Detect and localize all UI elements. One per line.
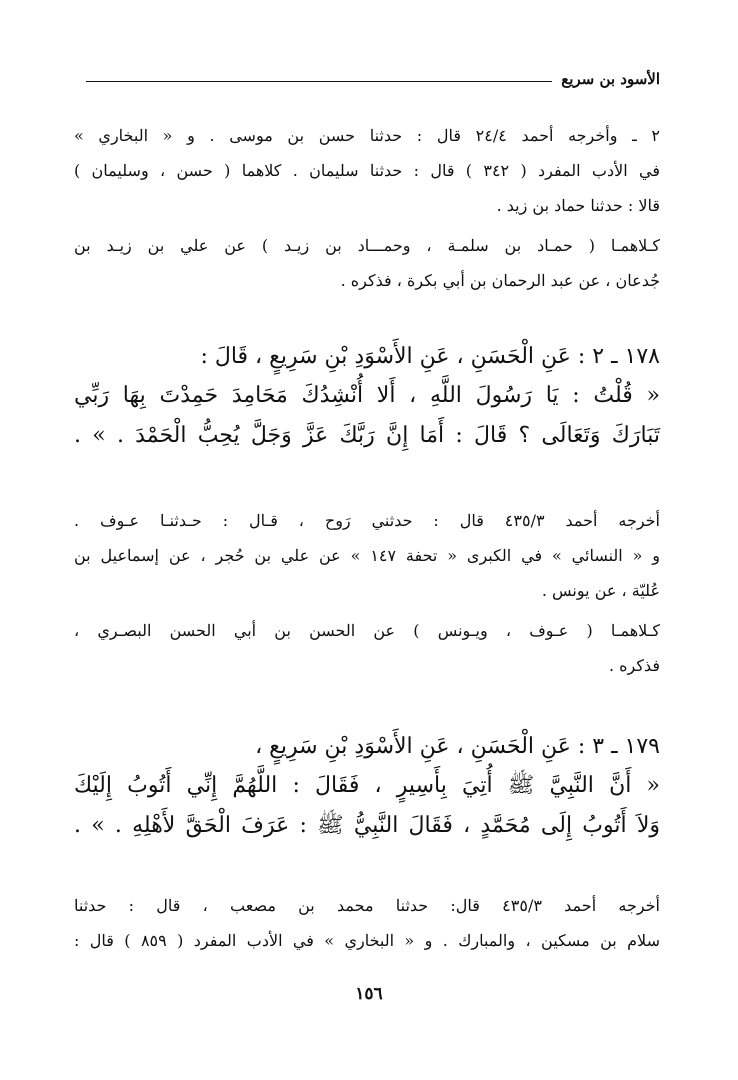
text-line: كـلاهمـا ( حمـاد بن سلمـة ، وحمـــاد بن زيـد ) عن علي بن زيـد بن xyxy=(74,236,660,255)
takhrij-paragraph-3 xyxy=(74,503,660,608)
hadith-line: « أَنَّ النَّبِيَّ ﷺ أُتِيَ بِأَسِيرٍ ، فَقَالَ : اللَّهُمَّ إِنِّي أَتُوبُ إِلَيْكَ xyxy=(74,773,660,798)
hadith-line: « قُلْتُ : يَا رَسُولَ اللَّهِ ، أَلا أُنْشِدُكَ مَحَامِدَ حَمِدْتَ بِهَا رَبِّي xyxy=(74,383,660,408)
text-line: في الأدب المفرد ( ٣٤٢ ) قال : حدثنا سليمان . كلاهما ( حسن ، وسليمان ) xyxy=(74,161,660,180)
text-line: أخرجه أحمد ٤٣٥/٣ قال : حدثني رَوح ، قـال : حـدثنـا عـوف . xyxy=(74,511,660,530)
takhrij-paragraph-4 xyxy=(74,613,660,683)
takhrij-paragraph-1 xyxy=(74,118,660,223)
hadith-line: ١٧٨ ـ ٢ : عَنِ الْحَسَنِ ، عَنِ الأَسْوَدِ بْنِ سَرِيعٍ ، قَالَ : xyxy=(200,344,660,369)
text-line: سلام بن مسكين ، والمبارك . و « البخاري » في الأدب المفرد ( ٨٥٩ ) قال : xyxy=(74,931,660,950)
hadith-line: تَبَارَكَ وَتَعَالَى ؟ قَالَ : أَمَا إِنَّ رَبَّكَ عَزَّ وَجَلَّ يُحِبُّ الْحَمْدَ . » . xyxy=(74,423,660,448)
text-line: جُدعان ، عن عبد الرحمان بن أبي بكرة ، فذكره . xyxy=(340,271,660,290)
text-line: قالا : حدثنا حماد بن زيد . xyxy=(496,196,660,215)
hadith-line: ١٧٩ ـ ٣ : عَنِ الْحَسَنِ ، عَنِ الأَسْوَدِ بْنِ سَرِيعٍ ، xyxy=(255,734,660,759)
text-line: كـلاهمـا ( عـوف ، ويـونس ) عن الحسن بن أبي الحسن البصـري ، xyxy=(74,621,660,640)
page-number: ١٥٦ xyxy=(355,984,383,1004)
takhrij-paragraph-5 xyxy=(74,888,660,958)
text-line: و « النسائي » في الكبرى « تحفة ١٤٧ » عن علي بن حُجر ، عن إسماعيل بن xyxy=(74,546,661,565)
text-line: فذكره . xyxy=(608,656,660,675)
text-line: ٢ ـ وأخرجه أحمد ٢٤/٤ قال : حدثنا حسن بن موسى . و « البخاري » xyxy=(74,126,660,145)
text-line: أخرجه أحمد ٤٣٥/٣ قال: حدثنا محمد بن مصعب ، قال : حدثنا xyxy=(74,896,660,915)
running-title: الأسود بن سريع xyxy=(561,70,660,88)
hadith-line: وَلاَ أَتُوبُ إِلَى مُحَمَّدٍ ، فَقَالَ النَّبِيُّ ﷺ : عَرَفَ الْحَقَّ لأَهْلِهِ . » . xyxy=(74,813,660,838)
text-line: عُليّة ، عن يونس . xyxy=(541,581,660,600)
hadith-179 xyxy=(74,728,660,846)
hadith-178 xyxy=(74,338,660,456)
running-header xyxy=(86,68,660,92)
takhrij-paragraph-2 xyxy=(74,228,660,298)
header-rule xyxy=(86,81,552,82)
